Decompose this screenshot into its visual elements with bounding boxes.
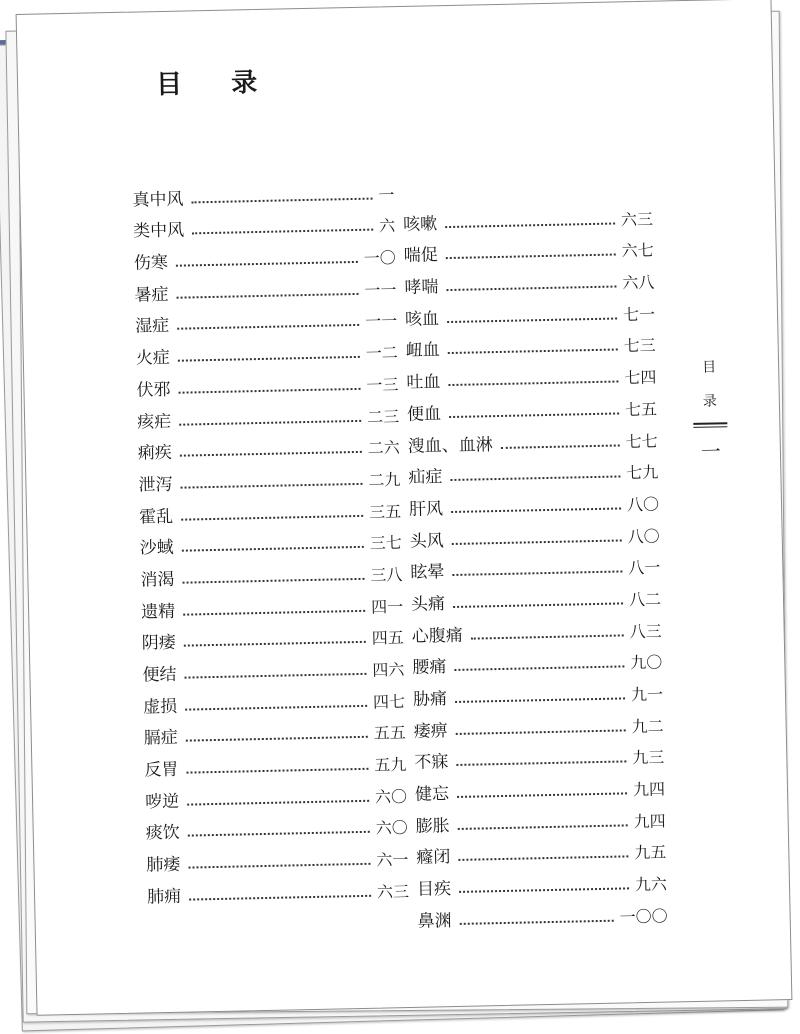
toc-entry-page: 八〇 xyxy=(627,526,660,546)
toc-entry-page: 九五 xyxy=(634,843,667,863)
toc-entry-title: 衄血 xyxy=(405,340,440,362)
toc-entry-page: 一〇〇 xyxy=(619,906,668,927)
toc-entry-title: 伏邪 xyxy=(136,379,171,401)
toc-entry-page: 五五 xyxy=(373,723,406,744)
dot-leader xyxy=(188,831,370,837)
toc-entry-title: 哕逆 xyxy=(144,791,180,813)
toc-entry xyxy=(403,229,654,266)
toc-entry-title: 肝风 xyxy=(408,499,444,520)
toc-entry-title: 痢疾 xyxy=(137,443,173,464)
toc-entry xyxy=(407,388,658,425)
toc-entry-title: 痿痹 xyxy=(413,720,448,742)
toc-entry xyxy=(404,261,655,298)
toc-entry-title: 头风 xyxy=(409,530,444,552)
toc-entry-title: 便结 xyxy=(142,664,177,686)
toc-entry xyxy=(411,610,662,647)
page-folio: 一 xyxy=(700,439,722,464)
dot-leader xyxy=(189,895,371,901)
toc-entry xyxy=(409,515,660,552)
dot-leader xyxy=(456,761,626,767)
toc-entry-page: 一 xyxy=(378,184,395,205)
dot-leader xyxy=(192,229,373,235)
toc-entry-page: 二九 xyxy=(368,469,401,490)
toc-entry-title: 湿症 xyxy=(134,316,170,338)
dot-leader xyxy=(453,602,623,608)
toc-entry-page: 八二 xyxy=(628,589,662,610)
dot-leader xyxy=(454,666,624,672)
dot-leader xyxy=(180,451,362,457)
dot-leader xyxy=(458,824,628,830)
dot-leader xyxy=(186,768,368,774)
toc-entry-page: 五九 xyxy=(374,755,407,775)
toc-entry xyxy=(408,451,659,488)
toc-entry-title: 肺痿 xyxy=(146,854,181,876)
toc-entry-page: 一二 xyxy=(365,343,398,363)
toc-entry-title: 咳血 xyxy=(404,308,440,330)
running-head xyxy=(692,350,728,465)
page-title: 目 录 xyxy=(155,67,278,101)
toc-entry xyxy=(405,293,656,330)
dot-leader xyxy=(177,293,359,299)
toc-entry-title: 疝症 xyxy=(408,467,443,489)
toc-entry-page: 四七 xyxy=(372,691,406,712)
toc-entry-page: 六三 xyxy=(620,209,654,230)
dot-leader xyxy=(188,863,370,869)
dot-leader xyxy=(445,222,615,228)
toc-entry-page: 四六 xyxy=(372,660,405,680)
toc-entry xyxy=(409,483,660,520)
toc-entry-title: 心腹痛 xyxy=(411,625,463,647)
toc-entry-title: 痎疟 xyxy=(136,411,172,433)
toc-entry xyxy=(147,870,410,907)
toc-entry-title: 类中风 xyxy=(132,220,185,242)
dot-leader xyxy=(183,609,365,615)
dot-leader xyxy=(183,578,365,584)
toc-entry xyxy=(417,895,668,932)
toc-entry-page: 一一 xyxy=(364,311,398,332)
dot-leader xyxy=(192,197,373,203)
toc-entry-page: 七四 xyxy=(624,367,657,388)
toc-entry-page: 一一 xyxy=(364,279,397,300)
toc-entry-title: 咳嗽 xyxy=(402,213,438,235)
toc-entry xyxy=(407,419,658,456)
toc-entry-title: 沙蜮 xyxy=(139,538,175,559)
toc-entry-title: 火症 xyxy=(135,347,171,369)
toc-entry-page: 六 xyxy=(378,216,396,236)
dot-leader xyxy=(182,546,364,552)
dot-leader xyxy=(187,800,369,806)
toc-entry-title: 消渴 xyxy=(140,569,175,591)
toc-entry xyxy=(414,736,665,773)
toc-entry-page: 七三 xyxy=(623,336,656,356)
toc-entry-page: 四一 xyxy=(370,596,404,617)
dot-leader xyxy=(178,356,360,362)
toc-entry-title: 阴痿 xyxy=(141,633,177,654)
toc-entry-page: 七五 xyxy=(624,399,658,420)
toc-entry-title: 虚损 xyxy=(142,696,178,718)
toc-entry-page: 九四 xyxy=(633,811,666,832)
dot-leader xyxy=(446,254,616,260)
dot-leader xyxy=(455,697,625,703)
dot-leader xyxy=(184,641,366,647)
dot-leader xyxy=(447,317,617,323)
dot-leader xyxy=(179,419,361,425)
toc-column-left xyxy=(132,173,409,907)
toc-entry-page: 六七 xyxy=(621,241,654,261)
toc-entry-title: 霍乱 xyxy=(138,506,174,528)
toc-entry-page: 九六 xyxy=(634,874,668,895)
dot-leader xyxy=(446,286,616,292)
toc-entry-page: 八三 xyxy=(629,621,662,641)
dot-leader xyxy=(179,388,361,394)
toc-entry-title: 鼻渊 xyxy=(417,910,452,932)
toc-entry-title: 膨胀 xyxy=(415,815,450,837)
toc-entry-page: 六八 xyxy=(622,272,655,293)
toc-entry xyxy=(411,578,662,615)
dot-leader xyxy=(449,412,619,418)
toc-entry-title: 腰痛 xyxy=(412,657,447,679)
toc-entry-page: 二三 xyxy=(366,406,400,427)
dot-leader xyxy=(448,381,618,387)
toc-entry xyxy=(417,863,668,900)
toc-column-right xyxy=(403,198,668,932)
toc-entry-page: 九四 xyxy=(632,779,666,800)
toc-entry-title: 痰饮 xyxy=(145,823,180,844)
dot-leader xyxy=(177,324,359,330)
running-head-char-2: 录 xyxy=(702,393,718,410)
toc-entry-page: 八一 xyxy=(628,557,661,578)
toc-entry-title: 癃闭 xyxy=(416,847,451,869)
toc-entry-title: 健忘 xyxy=(414,784,450,805)
toc-entry-title: 膈症 xyxy=(143,728,179,749)
dot-leader xyxy=(452,539,622,545)
toc-entry-page: 六一 xyxy=(376,850,409,870)
toc-entry xyxy=(415,768,666,805)
running-head-rule xyxy=(693,422,727,428)
toc-entry-page: 七一 xyxy=(622,304,656,325)
toc-entry-page: 一〇 xyxy=(363,248,396,268)
dot-leader xyxy=(458,856,628,862)
running-head-char-1: 目 xyxy=(701,359,717,376)
toc-entry-page: 三七 xyxy=(369,533,402,553)
dot-leader xyxy=(452,571,622,577)
toc-entry-title: 眩晕 xyxy=(410,562,445,584)
toc-entry xyxy=(413,673,664,710)
toc-entry-title: 泄泻 xyxy=(138,474,173,496)
toc-entry xyxy=(405,324,656,361)
toc-entry-page: 八〇 xyxy=(626,494,660,515)
toc-entry-title: 不寐 xyxy=(414,752,449,774)
toc-entry xyxy=(412,641,663,678)
toc-entry-page: 三五 xyxy=(368,501,402,522)
dot-leader xyxy=(181,514,363,520)
toc-entry-title: 遗精 xyxy=(140,601,176,623)
dot-leader xyxy=(459,887,629,893)
dot-leader xyxy=(185,705,367,711)
toc-entry-title: 肺痈 xyxy=(146,886,182,908)
toc-entry-page: 三八 xyxy=(370,564,403,585)
toc-entry xyxy=(410,546,661,583)
dot-leader xyxy=(185,673,367,679)
toc-entry-title: 胁痛 xyxy=(412,689,448,710)
dot-leader xyxy=(457,792,627,798)
dot-leader xyxy=(471,634,624,639)
dot-leader xyxy=(451,507,621,513)
toc-entry-page: 九〇 xyxy=(630,652,663,673)
toc-entry-title: 吐血 xyxy=(406,372,441,394)
dot-leader xyxy=(450,476,620,482)
dot-leader xyxy=(501,444,620,448)
toc-entry-title: 便血 xyxy=(406,404,442,425)
toc-entry-page: 七九 xyxy=(626,462,659,483)
toc-entry xyxy=(416,831,667,868)
toc-entry-page: 一三 xyxy=(366,374,399,395)
toc-entry-page: 二六 xyxy=(367,438,400,458)
toc-entry-page: 六三 xyxy=(376,881,410,902)
toc-entry-page: 六〇 xyxy=(375,818,408,839)
toc-entry xyxy=(406,356,657,393)
dot-leader xyxy=(176,261,358,267)
dot-leader xyxy=(460,920,614,925)
toc-entry-page: 九一 xyxy=(630,684,664,705)
toc-entry-title: 反胃 xyxy=(144,759,179,781)
toc-entry-title: 真中风 xyxy=(132,189,184,211)
toc-page xyxy=(16,0,793,1016)
dot-leader xyxy=(181,483,363,489)
toc-entry-title: 暑症 xyxy=(134,284,169,306)
dot-leader xyxy=(448,349,618,355)
dot-leader xyxy=(186,736,368,742)
toc-entry-title: 溲血、血淋 xyxy=(407,434,493,457)
toc-entry-title: 目疾 xyxy=(416,879,452,900)
dot-leader xyxy=(456,729,626,735)
toc-entry-page: 四五 xyxy=(371,628,404,649)
toc-entry-title: 头痛 xyxy=(410,594,446,615)
toc-entry xyxy=(403,198,654,235)
toc-entry-page: 七七 xyxy=(625,431,658,451)
toc-entry-page: 六〇 xyxy=(374,786,408,807)
toc-entry xyxy=(413,705,664,742)
toc-entry-title: 哮喘 xyxy=(404,277,439,299)
toc-entry-title: 伤寒 xyxy=(133,252,169,274)
toc-entry-page: 九二 xyxy=(631,716,664,736)
toc-entry-title: 喘促 xyxy=(403,245,438,267)
toc-entry xyxy=(415,800,666,837)
toc-entry-page: 九三 xyxy=(632,747,665,768)
